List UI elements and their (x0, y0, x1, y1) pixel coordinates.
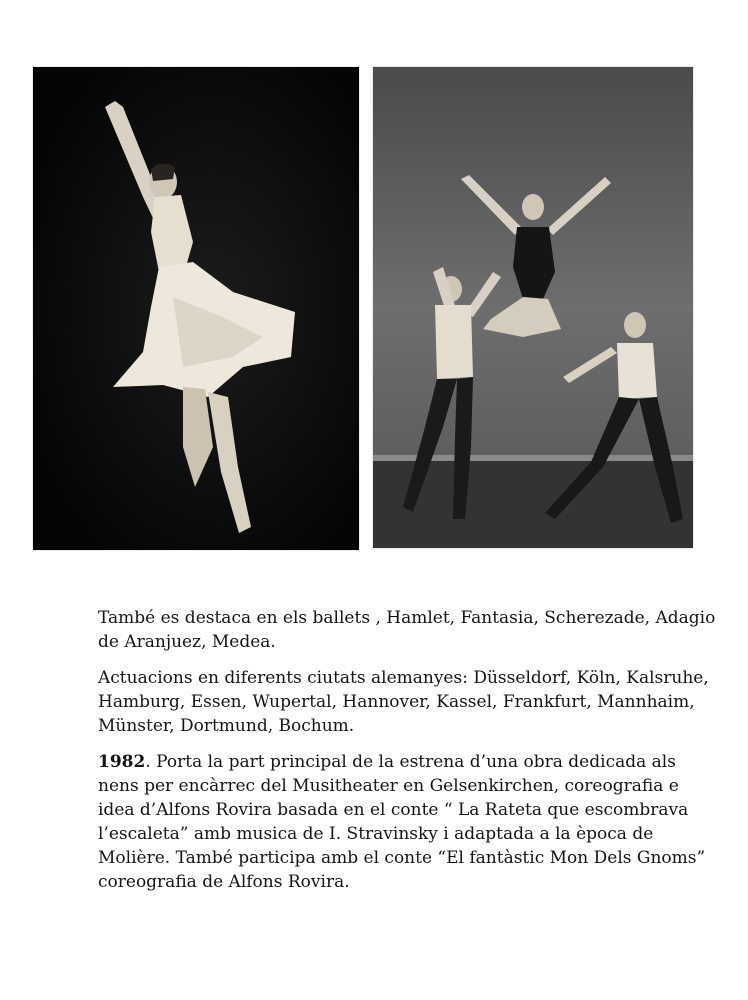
ballet-trio-icon (373, 67, 693, 548)
ballerina-silhouette-icon (33, 67, 359, 550)
biography-text (98, 606, 716, 906)
ballets-paragraph: També es destaca en els ballets , Hamlet, Fantasia, Scherezade, Adagio de Aranjuez, Medea. (98, 608, 716, 652)
year-label: 1982 (98, 752, 146, 772)
year-1982-paragraph (98, 750, 716, 894)
year-1982-description: . Porta la part principal de la estrena d’una obra dedicada als nens per encàrrec del Musitheater en Gelsenkirchen, coreografia e idea d’Alfons Rovira basada en el conte “ La Rateta que escombrava l’escaleta” amb musica de I. Stravinsky i adaptada a la època de Molière. També participa amb el conte “El fantàstic Mon Dels Gnoms” coreografia de Alfons Rovira. (98, 752, 706, 892)
ballerina-leaping-photo (33, 67, 359, 550)
ballet-trio-photo (373, 67, 693, 548)
cities-paragraph: Actuacions en diferents ciutats alemanyes: Düsseldorf, Köln, Kalsruhe, Hamburg, Essen, Wupertal, Hannover, Kassel, Frankfurt, Mannhaim, Münster, Dortmund, Bochum. (98, 668, 709, 736)
